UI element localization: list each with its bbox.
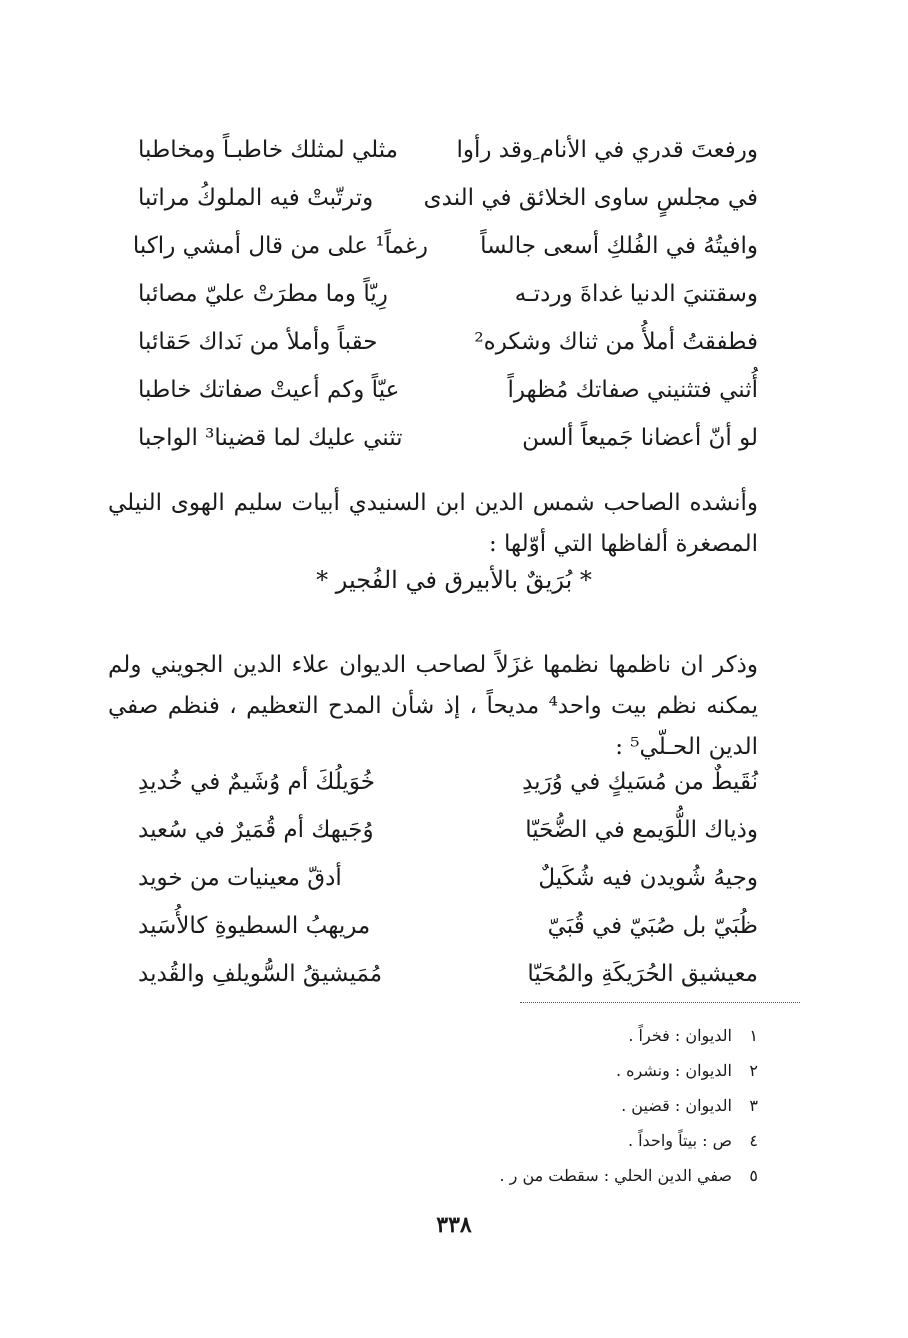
poem-verse	[132, 222, 758, 270]
verse-second-hemistich: أدقّ معينيات من خويد	[138, 865, 342, 891]
verse-first-hemistich: ظُبَيّ بل صُبَيّ في قُبَيّ	[547, 913, 758, 939]
footnote-text: الديوان : ونشره .	[615, 1061, 732, 1080]
footnote	[258, 1088, 758, 1123]
verse-first-hemistich: ورفعتَ قدري في الأنام ِوقد رأوا	[456, 137, 758, 163]
verse-second-hemistich: مُمَيشيقُ السُّويلفِ والقُديد	[138, 961, 383, 987]
verse-second-hemistich: وُجَيهك أم قُمَيرٌ في سُعيد	[138, 817, 374, 843]
verse-first-hemistich: وسقتنيَ الدنيا غداةَ وردتـه	[514, 281, 758, 307]
verse-first-hemistich: أُثني فتثنيني صفاتك مُظهراً	[507, 377, 758, 403]
footnote-number: ١	[749, 1026, 758, 1045]
poem-verse	[138, 414, 758, 462]
poem-verse	[138, 366, 758, 414]
verse-second-hemistich: عيّاً وكم أعيتْ صفاتك خاطبا	[138, 377, 400, 403]
prose-paragraph: وذكر ان ناظمها نظمها غزَلاً لصاحب الديوان علاء الدين الجويني ولم يمكنه نظم بيت واحد⁴ مديحاً ، إذ شأن المدح التعظيم ، فنظم صفي الدين الحـلّي⁵ :	[108, 652, 758, 760]
footnote	[258, 1158, 758, 1193]
page-number: ٣٣٨	[436, 1212, 472, 1238]
verse-second-hemistich: مثلي لمثلك خاطبـاً ومخاطبا	[138, 137, 398, 163]
footnote-number: ٥	[749, 1166, 758, 1185]
footnote-text: الديوان : قضين .	[621, 1096, 732, 1115]
verse-first-hemistich: في مجلسٍ ساوى الخلائق في الندى	[423, 185, 758, 211]
poem-verse	[138, 174, 758, 222]
poem-verse	[138, 270, 758, 318]
footnote-text: ص : بيتاً واحداً .	[627, 1131, 732, 1150]
verse-first-hemistich: نُقَيطٌ من مُسَيكٍ في وُرَيدِ	[522, 769, 758, 795]
footnote-number: ٢	[749, 1061, 758, 1080]
verse-second-hemistich: رِيّاً وما مطرَتْ عليّ مصائبا	[138, 281, 388, 307]
verse-first-hemistich: وجيهُ شُويدن فيه شُكَيلٌ	[538, 865, 758, 891]
footnote	[258, 1053, 758, 1088]
poem-verse	[138, 806, 758, 854]
footnote	[258, 1123, 758, 1158]
verse-second-hemistich: مريهبُ السطيوةِ كالأُسَيد	[138, 913, 371, 939]
verse-second-hemistich: خُوَيلُكَ أم وُشَيمٌ في خُديدِ	[138, 769, 375, 795]
verse-second-hemistich: رغماً¹ على من قال أمشي راكبا	[132, 233, 428, 259]
poem-verse	[138, 902, 758, 950]
verse-first-hemistich: معيشيق الحُرَيكَةِ والمُحَيّا	[527, 961, 758, 987]
footnote-number: ٣	[749, 1096, 758, 1115]
verse-first-hemistich: فطفقتُ أملأُ من ثناك وشكره²	[474, 329, 758, 355]
poem-verse	[138, 318, 758, 366]
poem-verse	[138, 854, 758, 902]
poem-second	[138, 758, 758, 998]
verse-second-hemistich: وترتّبتْ فيه الملوكُ مراتبا	[138, 185, 374, 211]
prose-paragraph: وأنشده الصاحب شمس الدين ابن السنيدي أبيات سليم الهوى النيلي المصغرة ألفاظها التي أوّلها :	[108, 490, 758, 557]
verse-first-hemistich: وافيتُهُ في الفُلكِ أسعى جالساً	[480, 233, 758, 259]
poem-verse	[138, 950, 758, 998]
verse-second-hemistich: تثني عليك لما قضينا³ الواجبا	[138, 425, 403, 451]
verse-second-hemistich: حقباً وأملأ من نَداك حَقائبا	[138, 329, 378, 355]
footnote-number: ٤	[749, 1131, 758, 1150]
footnote	[258, 1018, 758, 1053]
quoted-verse-line: * بُرَيقٌ بالأبيرق في الفُجير *	[316, 566, 592, 594]
poem-verse	[138, 126, 758, 174]
footnotes	[258, 1018, 758, 1193]
verse-first-hemistich: لو أنّ أعضانا جَميعاً ألسن	[522, 425, 758, 451]
verse-first-hemistich: وذياك اللُّوَيمع في الضُّحَيّا	[525, 817, 758, 843]
poem-first	[132, 126, 758, 462]
poem-verse	[138, 758, 758, 806]
footnote-divider	[520, 1002, 800, 1003]
footnote-text: الديوان : فخراً .	[628, 1026, 732, 1045]
footnote-text: صفي الدين الحلي : سقطت من ر .	[499, 1166, 732, 1185]
